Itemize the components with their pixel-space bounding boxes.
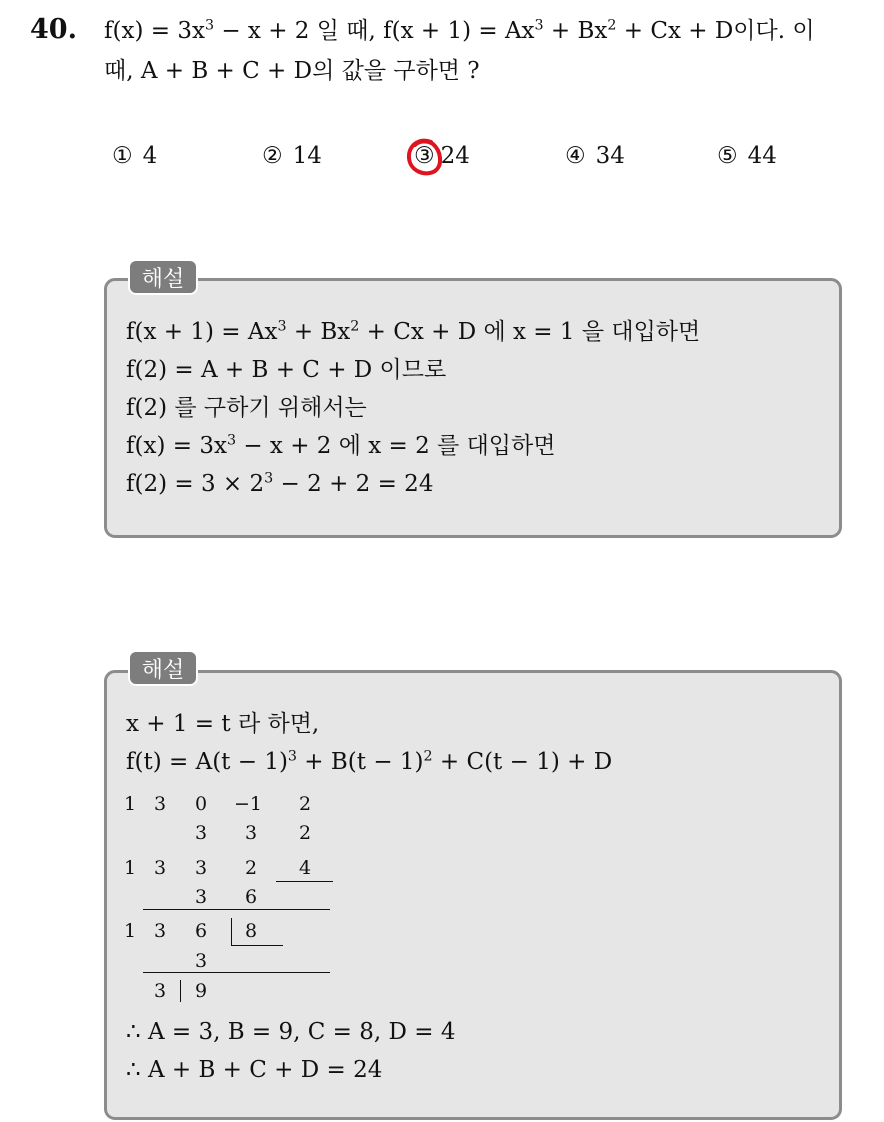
question-text-line1: $f(x) = 3x^3 - x + 2$ 일 때, $f(x + 1) = Ax^3 + Bx^2 + Cx + D$이다. 이 — [104, 17, 815, 44]
solution2-result2: ∴ A + B + C + D = 24 — [126, 1057, 383, 1083]
syn-cell: 1 — [124, 793, 137, 815]
syn-cell: 3 — [154, 793, 167, 815]
solution1-line5: $f(2) = 3 \times 2^3 - 2 + 2 = 24$ — [126, 470, 434, 497]
answer-choices — [0, 143, 884, 175]
choice-2[interactable]: ② 14 — [262, 143, 322, 169]
syn-cell: 3 — [154, 920, 167, 942]
syn-cell: 3 — [195, 857, 208, 879]
syn-cell: 8 — [245, 920, 258, 942]
syn-cell: 9 — [195, 980, 208, 1002]
question-text-line2: 때, A + B + C + D의 값을 구하면 ? — [104, 58, 480, 84]
choice-5[interactable]: ⑤ 44 — [717, 143, 777, 169]
choice-1[interactable]: ① 4 — [112, 143, 158, 169]
syn-cell: 3 — [195, 822, 208, 844]
syn-cell: 3 — [154, 980, 167, 1002]
solution-tag-2: 해설 — [128, 650, 198, 686]
syn-cell: 3 — [245, 822, 258, 844]
solution2-line1: x + 1 = t 라 하면, — [126, 711, 320, 737]
syn-cell: 1 — [124, 857, 137, 879]
solution2-result1: ∴ A = 3, B = 9, C = 8, D = 4 — [126, 1019, 456, 1045]
choice-4[interactable]: ④ 34 — [565, 143, 625, 169]
syn-rule — [231, 918, 232, 945]
syn-cell: 2 — [299, 822, 312, 844]
syn-cell: 6 — [245, 886, 258, 908]
solution1-line4: $f(x) = 3x^3 - x + 2$ 에 x = 2 를 대입하면 — [126, 432, 556, 459]
syn-rule — [231, 945, 283, 946]
syn-cell: 3 — [195, 950, 208, 972]
syn-rule — [143, 972, 330, 973]
syn-cell: 3 — [195, 886, 208, 908]
solution2-line2: $f(t) = A(t - 1)^3 + B(t - 1)^2 + C(t - 1) + D$ — [126, 748, 613, 775]
question-number: 40. — [30, 14, 77, 45]
choice-3[interactable]: ③ 24 — [414, 143, 470, 169]
syn-cell: 0 — [195, 793, 208, 815]
syn-cell: 6 — [195, 920, 208, 942]
syn-rule — [180, 980, 181, 1002]
syn-cell: 2 — [299, 793, 312, 815]
syn-cell: 2 — [245, 857, 258, 879]
solution1-line2: f(2) = A + B + C + D 이므로 — [126, 357, 447, 383]
syn-cell: −1 — [234, 793, 263, 815]
syn-rule — [143, 909, 330, 910]
syn-cell: 1 — [124, 920, 137, 942]
syn-rule — [276, 881, 333, 882]
solution-tag-1: 해설 — [128, 259, 198, 295]
solution1-line3: f(2) 를 구하기 위해서는 — [126, 395, 367, 421]
solution1-line1: $f(x + 1) = Ax^3 + Bx^2 + Cx + D$ 에 x = 1 을 대입하면 — [126, 318, 701, 345]
syn-cell: 4 — [299, 857, 312, 879]
syn-cell: 3 — [154, 857, 167, 879]
